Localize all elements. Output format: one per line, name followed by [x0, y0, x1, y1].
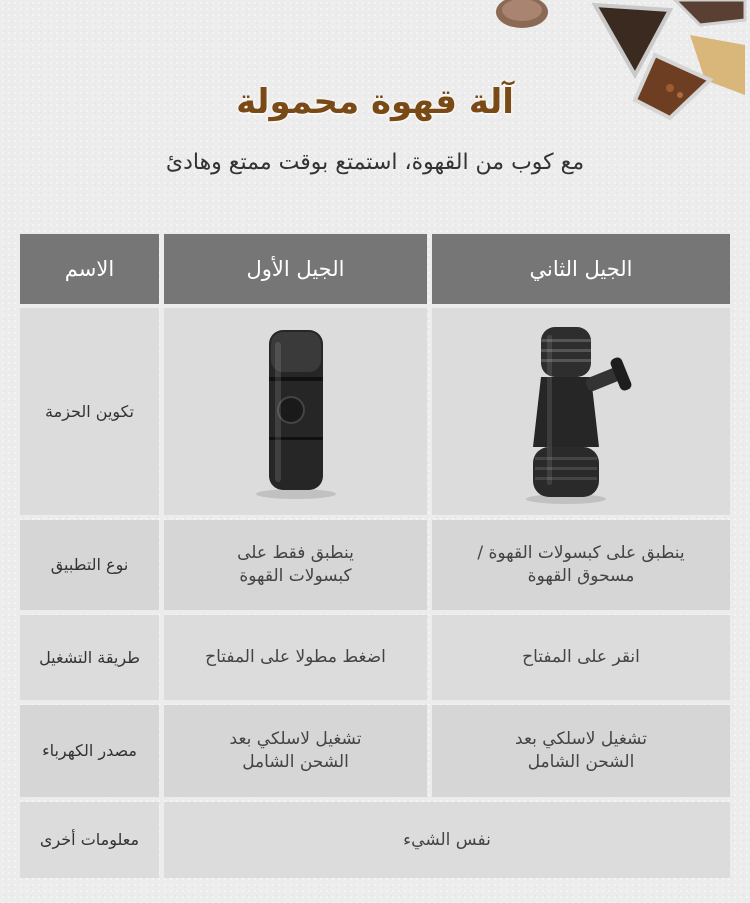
row-label-power: مصدر الكهرباء [20, 705, 159, 797]
row-label-operation: طريقة التشغيل [20, 615, 159, 700]
gen1-operation: اضغط مطولا على المفتاح [164, 615, 427, 700]
gen2-power: تشغيل لاسلكي بعد الشحن الشامل [432, 705, 730, 797]
row-label-application: نوع التطبيق [20, 520, 159, 610]
coffee-maker-gen2-image [511, 317, 651, 507]
coffee-maker-gen1-image [251, 322, 341, 502]
gen2-operation: انقر على المفتاح [432, 615, 730, 700]
other-info-merged: نفس الشيء [164, 802, 730, 878]
gen2-application: ينطبق على كبسولات القهوة / مسحوق القهوة [432, 520, 730, 610]
header-gen2: الجيل الثاني [432, 234, 730, 304]
gen1-application: ينطبق فقط على كبسولات القهوة [164, 520, 427, 610]
row-label-package: تكوين الحزمة [20, 308, 159, 515]
header-name: الاسم [20, 234, 159, 304]
row-label-other: معلومات أخرى [20, 802, 159, 878]
page-subtitle: مع كوب من القهوة، استمتع بوقت ممتع وهادئ [165, 150, 585, 175]
page-title: آلة قهوة محمولة [236, 82, 514, 122]
gen2-image-cell [432, 308, 730, 515]
gen1-power: تشغيل لاسلكي بعد الشحن الشامل [164, 705, 427, 797]
header-gen1: الجيل الأول [164, 234, 427, 304]
gen1-image-cell [164, 308, 427, 515]
